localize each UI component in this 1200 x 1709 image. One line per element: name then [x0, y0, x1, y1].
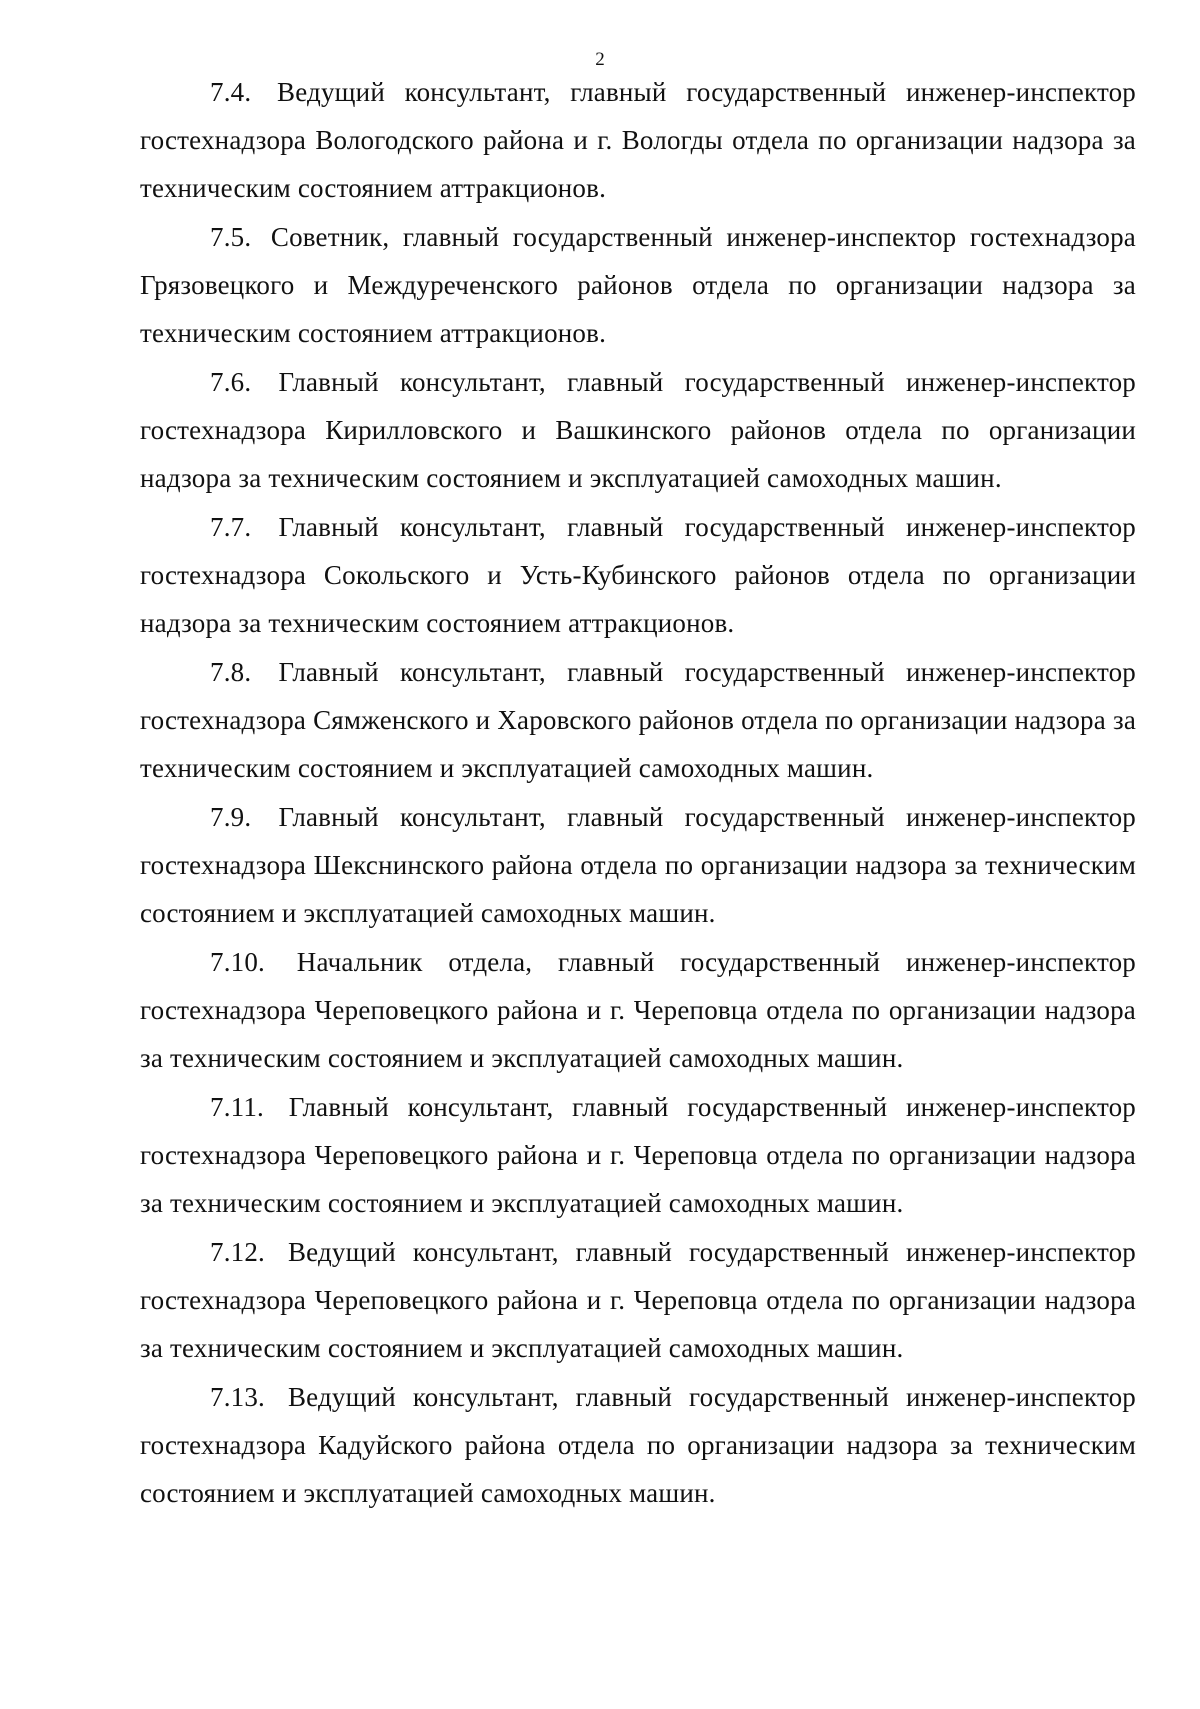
item-text: Ведущий консультант, главный государственный инженер-инспектор гостехнадзора Череповецкого района и г. Череповца отдела по организации надзора за техническим состоянием и эксплуатацией самоходных машин. — [140, 1237, 1136, 1363]
item-number: 7.9. — [210, 802, 252, 832]
list-item-7-9 — [140, 793, 1136, 937]
list-item-7-13 — [140, 1373, 1136, 1517]
item-number: 7.7. — [210, 512, 252, 542]
item-number: 7.12. — [210, 1237, 265, 1267]
document-body — [140, 68, 1136, 1518]
list-item-7-11 — [140, 1083, 1136, 1227]
item-text: Главный консультант, главный государственный инженер-инспектор гостехнадзора Череповецкого района и г. Череповца отдела по организации надзора за техническим состоянием и эксплуатацией самоходных машин. — [140, 1092, 1137, 1218]
item-number: 7.10. — [210, 947, 265, 977]
item-text: Главный консультант, главный государственный инженер-инспектор гостехнадзора Кирилловского и Вашкинского районов отдела по организации надзора за техническим состоянием и эксплуатацией самоходных машин. — [140, 367, 1137, 493]
item-number: 7.11. — [210, 1092, 264, 1122]
page-number: 2 — [595, 49, 605, 70]
list-item-7-10 — [140, 938, 1136, 1082]
list-item-7-5 — [140, 213, 1136, 357]
item-number: 7.8. — [210, 657, 252, 687]
list-item-7-4 — [140, 68, 1136, 212]
item-number: 7.4. — [210, 77, 252, 107]
item-text: Советник, главный государственный инженер-инспектор гостехнадзора Грязовецкого и Междуреченского районов отдела по организации надзора за техническим состоянием аттракционов. — [140, 222, 1136, 348]
item-text: Ведущий консультант, главный государственный инженер-инспектор гостехнадзора Вологодского района и г. Вологды отдела по организации надзора за техническим состоянием аттракционов. — [140, 77, 1136, 203]
list-item-7-8 — [140, 648, 1136, 792]
item-text: Главный консультант, главный государственный инженер-инспектор гостехнадзора Сямженского и Харовского районов отдела по организации надзора за техническим состоянием и эксплуатацией самоходных машин. — [140, 657, 1137, 783]
item-text: Начальник отдела, главный государственный инженер-инспектор гостехнадзора Череповецкого района и г. Череповца отдела по организации надзора за техническим состоянием и эксплуатацией самоходных машин. — [140, 947, 1136, 1073]
item-text: Главный консультант, главный государственный инженер-инспектор гостехнадзора Шекснинского района отдела по организации надзора за техническим состоянием и эксплуатацией самоходных машин. — [140, 802, 1137, 928]
item-number: 7.5. — [210, 222, 252, 252]
list-item-7-7 — [140, 503, 1136, 647]
list-item-7-12 — [140, 1228, 1136, 1372]
item-number: 7.6. — [210, 367, 252, 397]
item-number: 7.13. — [210, 1382, 265, 1412]
item-text: Главный консультант, главный государственный инженер-инспектор гостехнадзора Сокольского и Усть-Кубинского районов отдела по организации надзора за техническим состоянием аттракционов. — [140, 512, 1137, 638]
list-item-7-6 — [140, 358, 1136, 502]
item-text: Ведущий консультант, главный государственный инженер-инспектор гостехнадзора Кадуйского района отдела по организации надзора за техническим состоянием и эксплуатацией самоходных машин. — [140, 1382, 1136, 1508]
